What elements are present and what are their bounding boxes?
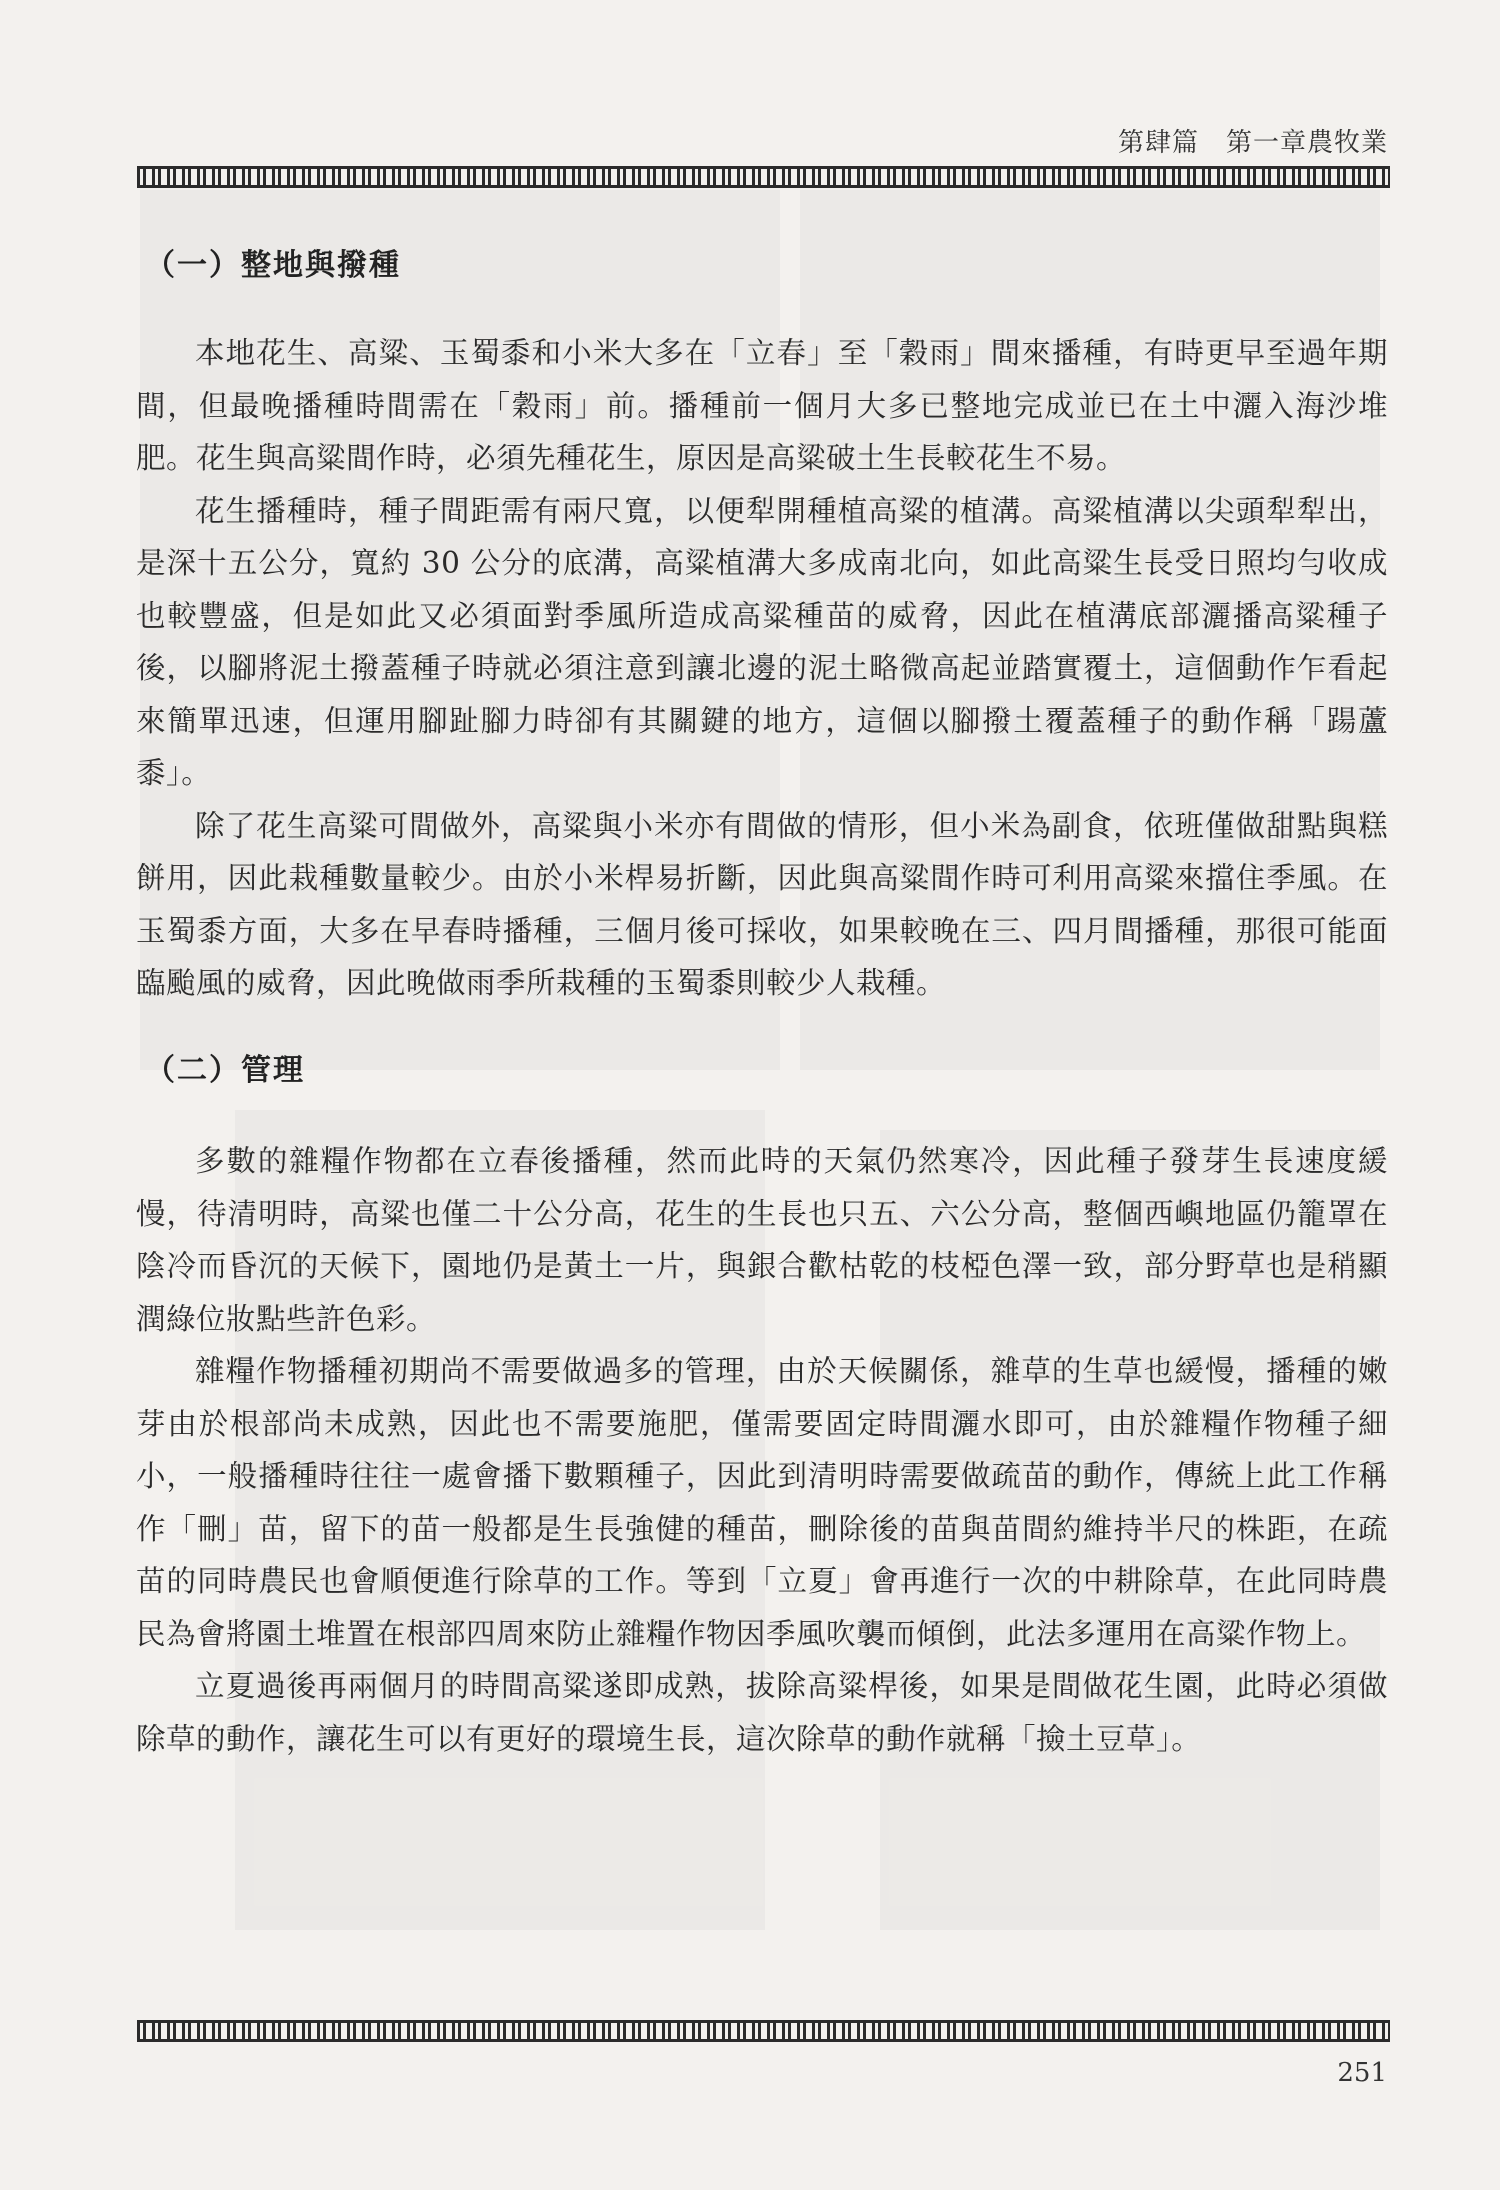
paragraph: 除了花生高粱可間做外，高粱與小米亦有間做的情形，但小米為副食，依班僅做甜點與糕餅用，因此栽種數量較少。由於小米桿易折斷，因此與高粱間作時可利用高粱來擋住季風。在玉蜀黍方面，大多在早春時播種，三個月後可採收，如果較晚在三、四月間播種，那很可能面臨颱風的威脅，因此晚做雨季所栽種的玉蜀黍則較少人栽種。 bbox=[136, 808, 1388, 1000]
paragraph: 花生播種時，種子間距需有兩尺寬，以便犁開種植高粱的植溝。高粱植溝以尖頭犁犁出，是深十五公分，寬約 30 公分的底溝，高粱植溝大多成南北向，如此高粱生長受日照均勻收成也較豐盛，但是如此又必須面對季風所造成高粱種苗的威脅，因此在植溝底部灑播高粱種子後，以腳將泥土撥蓋種子時就必須注意到讓北邊的泥土略微高起並踏實覆土，這個動作乍看起來簡單迅速，但運用腳趾腳力時卻有其關鍵的地方，這個以腳撥土覆蓋種子的動作稱「踼蘆黍」。 bbox=[136, 493, 1388, 790]
section-2-body bbox=[136, 1135, 1388, 1765]
section-heading-2: （二）管理 bbox=[145, 1053, 305, 1088]
running-header: 第肆篇 第一章農牧業 bbox=[1117, 128, 1388, 158]
paragraph: 立夏過後再兩個月的時間高粱遂即成熟，拔除高粱桿後，如果是間做花生園，此時必須做除草的動作，讓花生可以有更好的環境生長，這次除草的動作就稱「撿土豆草」。 bbox=[136, 1669, 1388, 1756]
page-number: 251 bbox=[1337, 2058, 1387, 2088]
paragraph: 本地花生、高粱、玉蜀黍和小米大多在「立春」至「穀雨」間來播種，有時更早至過年期間，但最晚播種時間需在「穀雨」前。播種前一個月大多已整地完成並已在土中灑入海沙堆肥。花生與高粱間作時，必須先種花生，原因是高粱破土生長較花生不易。 bbox=[136, 336, 1388, 475]
section-heading-1: （一）整地與撥種 bbox=[145, 248, 401, 283]
paragraph: 多數的雜糧作物都在立春後播種，然而此時的天氣仍然寒冷，因此種子發芽生長速度緩慢，待清明時，高粱也僅二十公分高，花生的生長也只五、六公分高，整個西嶼地區仍籠罩在陰冷而昏沉的天候下，園地仍是黃土一片，與銀合歡枯乾的枝椏色澤一致，部分野草也是稍顯潤綠位妝點些許色彩。 bbox=[136, 1144, 1388, 1336]
section-1-body bbox=[136, 327, 1388, 1010]
paragraph: 雜糧作物播種初期尚不需要做過多的管理，由於天候關係，雜草的生草也緩慢，播種的嫩芽由於根部尚未成熟，因此也不需要施肥，僅需要固定時間灑水即可，由於雜糧作物種子細小，一般播種時往往一處會播下數顆種子，因此到清明時需要做疏苗的動作，傳統上此工作稱作「刪」苗，留下的苗一般都是生長強健的種苗，刪除後的苗與苗間約維持半尺的株距，在疏苗的同時農民也會順便進行除草的工作。等到「立夏」會再進行一次的中耕除草，在此同時農民為會將園土堆置在根部四周來防止雜糧作物因季風吹襲而傾倒，此法多運用在高粱作物上。 bbox=[136, 1354, 1388, 1651]
top-decorative-border bbox=[137, 166, 1390, 188]
bottom-decorative-border bbox=[137, 2020, 1390, 2042]
